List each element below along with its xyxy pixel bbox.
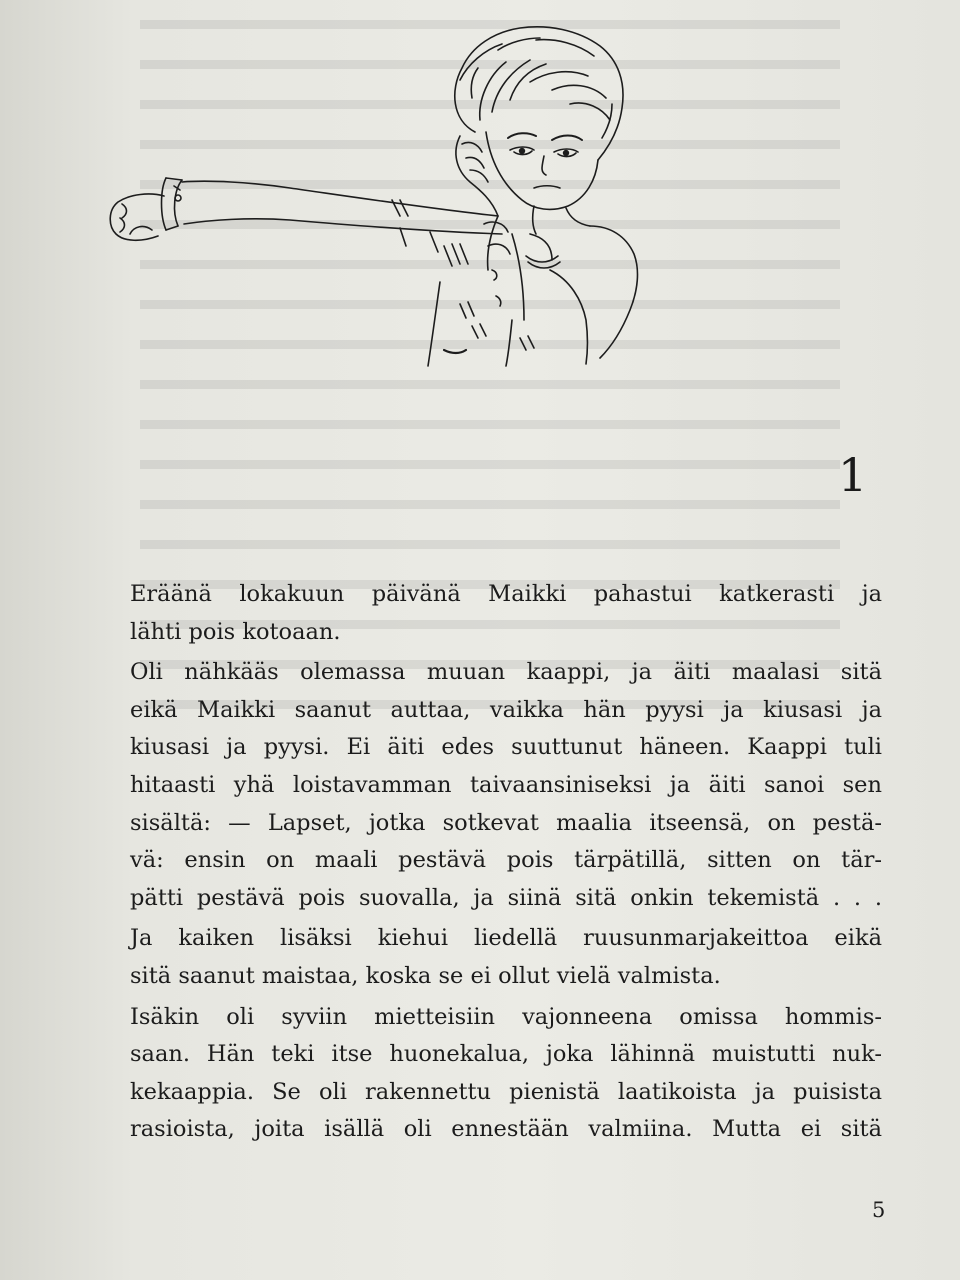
chapter-number: 1 — [838, 448, 868, 502]
text-line: pätti pestävä pois suovalla, ja siinä sitä onkin tekemistä . . . — [130, 884, 882, 911]
text-line: hitaasti yhä loistavamman taivaansiniseksi ja äiti sanoi sen — [130, 771, 882, 798]
text-line: saan. Hän teki itse huonekalua, joka lähinnä muistutti nuk- — [130, 1041, 882, 1068]
text-line: rasioista, joita isällä oli ennestään valmiina. Mutta ei sitä — [130, 1116, 882, 1143]
text-line: sisältä: — Lapset, jotka sotkevat maalia itseensä, on pestä- — [130, 809, 882, 836]
text-line: kekaappia. Se oli rakennettu pienistä laatikoista ja puisista — [130, 1078, 882, 1105]
page-number: 5 — [872, 1198, 886, 1222]
text-line: eikä Maikki saanut auttaa, vaikka hän pyysi ja kiusasi ja — [130, 696, 882, 723]
text-line: kiusasi ja pyysi. Ei äiti edes suuttunut häneen. Kaappi tuli — [130, 734, 882, 761]
paragraph — [130, 999, 882, 1149]
text-line: lähti pois kotoaan. — [130, 618, 341, 645]
text-line: Isäkin oli syviin mietteisiin vajonneena omissa hommis- — [130, 1003, 882, 1030]
text-line: Eräänä lokakuun päivänä Maikki pahastui katkerasti ja — [130, 581, 882, 607]
text-line: Ja kaiken lisäksi kiehui liedellä ruusunmarjakeittoa eikä — [130, 925, 882, 952]
text-line: Oli nähkääs olemassa muuan kaappi, ja äiti maalasi sitä — [130, 659, 882, 686]
paragraph — [130, 654, 882, 917]
text-line: sitä saanut maistaa, koska se ei ollut vielä valmista. — [130, 962, 721, 989]
chapter-text — [130, 576, 882, 1149]
child-illustration — [100, 20, 660, 370]
paragraph — [130, 576, 882, 651]
text-line: vä: ensin on maali pestävä pois tärpätillä, sitten on tär- — [130, 847, 882, 874]
paragraph — [130, 920, 882, 995]
